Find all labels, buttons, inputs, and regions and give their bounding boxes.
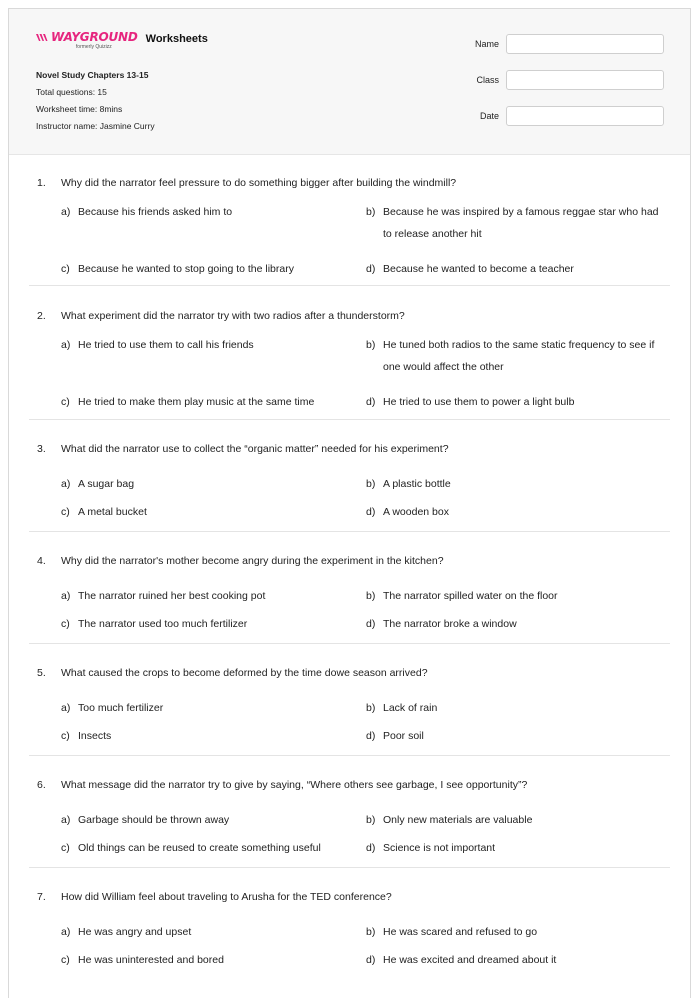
option-c[interactable] [61, 258, 294, 280]
option-b[interactable] [366, 334, 671, 378]
option-c[interactable] [61, 949, 224, 971]
question-text: What message did the narrator try to give by saying, “Where others see garbage, I see opportunity”? [61, 779, 528, 791]
option-letter: a) [61, 590, 71, 602]
brand-section-label: Worksheets [145, 33, 208, 45]
worksheet-title: Novel Study Chapters 13-15 [36, 70, 149, 80]
question-text: What experiment did the narrator try with two radios after a thunderstorm? [61, 310, 405, 322]
question-text-row [37, 779, 527, 791]
date-label: Date [479, 111, 499, 121]
option-text: The narrator spilled water on the floor [383, 590, 558, 602]
option-letter: c) [61, 506, 70, 518]
option-d[interactable] [366, 258, 574, 280]
option-text: He was excited and dreamed about it [383, 954, 557, 966]
worksheet-page [8, 8, 691, 998]
option-letter: c) [61, 954, 70, 966]
instructor-name: Instructor name: Jasmine Curry [36, 121, 155, 131]
option-d[interactable] [366, 391, 574, 413]
option-letter: a) [61, 339, 71, 351]
option-a[interactable] [61, 697, 163, 719]
option-text: He tried to use them to power a light bulb [383, 396, 575, 408]
question-number: 2. [37, 310, 46, 322]
option-text: He was scared and refused to go [383, 926, 538, 938]
option-b[interactable] [366, 585, 558, 607]
question-divider [29, 755, 670, 756]
option-letter: b) [366, 814, 376, 826]
option-text: He tuned both radios to the same static frequency to see if one would affect the other [383, 339, 655, 373]
option-letter: d) [366, 618, 376, 630]
option-b[interactable] [366, 921, 537, 943]
question-number: 7. [37, 891, 46, 903]
option-a[interactable] [61, 809, 229, 831]
worksheet-header [9, 9, 690, 155]
logo-text: WAYGROUND [51, 30, 138, 44]
logo-formerly: formerly Quizizz [75, 44, 112, 50]
question-divider [29, 285, 670, 286]
question-text: What did the narrator use to collect the “organic matter” needed for his experiment? [61, 443, 449, 455]
question-divider [29, 531, 670, 532]
question-text-row [37, 177, 456, 189]
option-text: The narrator broke a window [383, 618, 517, 630]
option-d[interactable] [366, 501, 449, 523]
option-text: A sugar bag [78, 478, 135, 490]
question-text-row [37, 667, 428, 679]
question-text-row [37, 310, 405, 322]
option-d[interactable] [366, 613, 517, 635]
question-text: Why did the narrator feel pressure to do something bigger after building the windmill? [61, 177, 457, 189]
option-d[interactable] [366, 949, 556, 971]
option-letter: d) [366, 954, 376, 966]
option-text: Because he wanted to become a teacher [383, 263, 574, 275]
question-divider [29, 867, 670, 868]
option-letter: b) [366, 206, 376, 218]
question-divider [29, 419, 670, 420]
total-questions: Total questions: 15 [36, 87, 107, 97]
option-text: Only new materials are valuable [383, 814, 533, 826]
option-letter: c) [61, 842, 70, 854]
option-letter: b) [366, 478, 376, 490]
option-letter: a) [61, 702, 71, 714]
option-text: Because he wanted to stop going to the library [78, 263, 294, 275]
question-text-row [37, 555, 444, 567]
option-text: Poor soil [383, 730, 424, 742]
option-letter: c) [61, 263, 70, 275]
option-letter: d) [366, 730, 376, 742]
question-text: What caused the crops to become deformed by the time dowe season arrived? [61, 667, 428, 679]
option-letter: c) [61, 396, 70, 408]
option-text: Garbage should be thrown away [78, 814, 230, 826]
option-a[interactable] [61, 473, 134, 495]
option-c[interactable] [61, 501, 147, 523]
option-text: A wooden box [383, 506, 449, 518]
option-text: He tried to make them play music at the same time [78, 396, 315, 408]
option-letter: b) [366, 926, 376, 938]
option-letter: a) [61, 926, 71, 938]
question-number: 3. [37, 443, 46, 455]
option-b[interactable] [366, 473, 451, 495]
option-letter: a) [61, 206, 71, 218]
class-label: Class [476, 75, 499, 85]
option-d[interactable] [366, 725, 424, 747]
option-letter: d) [366, 396, 376, 408]
option-text: The narrator ruined her best cooking pot [78, 590, 266, 602]
option-letter: a) [61, 814, 71, 826]
question-text-row [37, 443, 449, 455]
question-divider [29, 643, 670, 644]
option-text: Too much fertilizer [78, 702, 164, 714]
option-letter: b) [366, 702, 376, 714]
option-text: Because he was inspired by a famous reggae star who had to release another hit [383, 206, 659, 240]
date-field[interactable] [506, 106, 664, 126]
option-text: Because his friends asked him to [78, 206, 233, 218]
option-text: He was angry and upset [78, 926, 192, 938]
option-c[interactable] [61, 613, 247, 635]
question-text: Why did the narrator's mother become angry during the experiment in the kitchen? [61, 555, 444, 567]
question-number: 6. [37, 779, 46, 791]
option-letter: d) [366, 506, 376, 518]
option-text: Lack of rain [383, 702, 438, 714]
logo-mark-icon [36, 33, 48, 42]
option-b[interactable] [366, 697, 437, 719]
option-b[interactable] [366, 809, 532, 831]
option-letter: b) [366, 590, 376, 602]
brand [36, 31, 208, 50]
option-c[interactable] [61, 725, 111, 747]
option-d[interactable] [366, 837, 495, 859]
option-b[interactable] [366, 201, 666, 245]
option-letter: a) [61, 478, 71, 490]
option-text: Old things can be reused to create something useful [78, 842, 321, 854]
question-number: 1. [37, 177, 46, 189]
name-field[interactable] [506, 34, 664, 54]
option-text: He was uninterested and bored [78, 954, 224, 966]
question-text: How did William feel about traveling to Arusha for the TED conference? [61, 891, 392, 903]
question-number: 4. [37, 555, 46, 567]
wayground-logo [36, 31, 138, 50]
option-text: The narrator used too much fertilizer [78, 618, 248, 630]
option-text: A plastic bottle [383, 478, 451, 490]
option-text: Science is not important [383, 842, 496, 854]
question-number: 5. [37, 667, 46, 679]
question-text-row [37, 891, 392, 903]
option-letter: d) [366, 842, 376, 854]
option-text: He tried to use them to call his friends [78, 339, 254, 351]
option-a[interactable] [61, 334, 254, 356]
option-c[interactable] [61, 391, 314, 413]
option-letter: c) [61, 730, 70, 742]
option-text: Insects [78, 730, 112, 742]
worksheet-time: Worksheet time: 8mins [36, 104, 123, 114]
option-text: A metal bucket [78, 506, 147, 518]
option-letter: b) [366, 339, 376, 351]
option-a[interactable] [61, 921, 191, 943]
name-label: Name [474, 39, 499, 49]
option-a[interactable] [61, 585, 265, 607]
worksheet-meta [36, 67, 155, 135]
option-a[interactable] [61, 201, 232, 223]
class-field[interactable] [506, 70, 664, 90]
option-letter: c) [61, 618, 70, 630]
option-c[interactable] [61, 837, 321, 859]
option-letter: d) [366, 263, 376, 275]
